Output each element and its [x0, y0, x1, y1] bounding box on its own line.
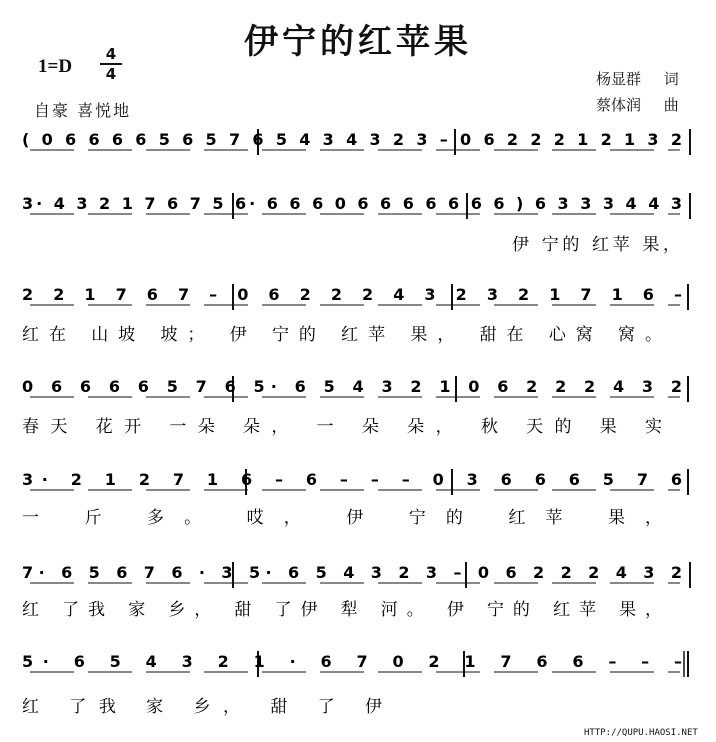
- lyric-row: 一 斤 多。 哎， 伊 宁的 红苹 果，: [22, 508, 662, 528]
- notation-rows: [22, 130, 682, 717]
- notation-row: 5· 6 5 4 3 2 1 · 6 7 0 2 1 7 6 6 – – –: [22, 652, 683, 671]
- lyric-row: 伊 宁的 红苹 果，: [512, 235, 680, 255]
- notation-row: 3· 2 1 2 7 1 6 – 6 – – – 0 3 6 6 6 5 7 6: [22, 470, 683, 489]
- lyricist-credit: 杨显群 词: [596, 70, 679, 88]
- notation-row: 7· 6 5 6 7 6 · 3 5· 6 5 4 3 2 3 – 0 6 2 2 2 4 3 2: [22, 563, 683, 582]
- tempo-marking: 自豪 喜悦地: [34, 101, 132, 120]
- notation-row: ( 0 6 6 6 6 5 6 5 7 6 5 4 3 4 3 2 3 – 0 6 2 2 2 1 2 1 3 2: [22, 130, 682, 149]
- key-signature: 1=D: [38, 56, 73, 77]
- time-sig-bottom: 4: [105, 65, 117, 83]
- site-watermark: HTTP://QUPU.HAOSI.NET: [584, 728, 698, 738]
- notation-row: 2 2 1 7 6 7 – 0 6 2 2 2 4 3 2 3 2 1 7 1 6 –: [22, 285, 682, 304]
- notation-row: 0 6 6 6 6 5 7 6 5· 6 5 4 3 2 1 0 6 2 2 2 4 3 2: [22, 377, 682, 396]
- lyric-row: 春天 花开 一朵 朵， 一 朵 朵， 秋 天的 果 实: [22, 417, 662, 437]
- lyric-row: 红在 山坡 坡； 伊 宁的 红苹 果， 甜在 心窝 窝。: [22, 325, 662, 345]
- notation-row: 3· 4 3 2 1 7 6 7 5 6· 6 6 6 0 6 6 6 6 6 6 6 ) 6 3 3 3 4 4 3: [22, 194, 682, 213]
- lyric-row: 红 了我 家 乡， 甜 了 伊: [22, 697, 382, 717]
- composer-credit: 蔡体润 曲: [596, 96, 679, 114]
- lyric-row: 红 了我 家 乡， 甜 了伊 犁 河。 伊 宁的 红苹 果，: [22, 600, 662, 620]
- time-sig-top: 4: [105, 45, 117, 63]
- song-title: 伊宁的红苹果: [244, 22, 472, 62]
